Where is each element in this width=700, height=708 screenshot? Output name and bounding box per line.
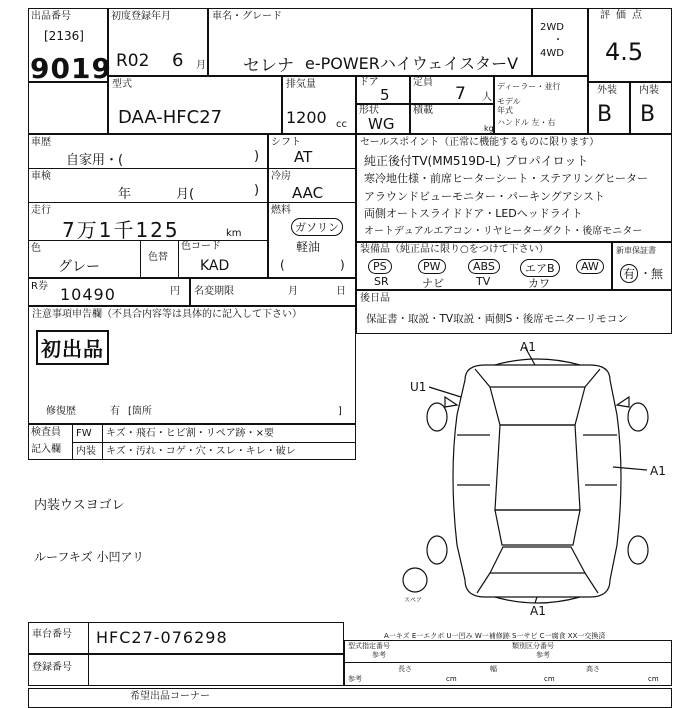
grade-name: e-POWERハイウェイスターV (305, 54, 519, 73)
warranty-yes: 有 (620, 264, 638, 283)
repair-close: ] (338, 406, 342, 417)
first-registration-year: R02 (116, 51, 150, 71)
doors-value: 5 (380, 86, 390, 104)
equip-aw: AW (576, 259, 604, 274)
damage-mark-bottom: A1 (530, 604, 546, 618)
usage-value: 自家用・( (66, 153, 124, 168)
inspection-close: ) (254, 183, 260, 198)
drive-separator: ・ (553, 35, 563, 46)
handwritten-note: 内装ウスヨゴレ (34, 498, 125, 513)
equip-navi: ナビ (422, 277, 444, 290)
length-ref: 参考 (348, 675, 362, 683)
preferred-corner-label: 希望出品コーナー (130, 691, 210, 702)
deadline-label: 名変期限 (194, 286, 234, 297)
divider (88, 622, 89, 654)
model-type-value: DAA-HFC27 (118, 107, 223, 128)
chassis-number: HFC27-076298 (96, 628, 228, 647)
recycle-label: R券 (31, 281, 48, 292)
divider (88, 654, 89, 686)
model-designation-ref: 参考 (372, 651, 386, 659)
handwritten-note: ルーフキズ 小凹アリ (34, 550, 145, 564)
selling-point-line: 寒冷地仕様・前席ヒーターシート・ステアリングヒーター (364, 172, 649, 185)
evaluation-score: 4.5 (605, 38, 644, 66)
shape-label: 形状 (359, 105, 379, 116)
shift-value: AT (294, 148, 313, 166)
divider (28, 240, 268, 241)
deadline-month-unit: 月 (288, 286, 298, 297)
interior-label: 内装 (639, 85, 659, 96)
first-registration-label: 初度登録年月 (111, 11, 171, 22)
deadline-day-unit: 日 (336, 286, 346, 297)
lot-sub-number: [2136] (44, 29, 84, 43)
inspector-label-bottom: 記入欄 (31, 444, 61, 455)
warranty-separator: ・ (640, 267, 651, 280)
damage-mark-top: A1 (520, 340, 536, 354)
drive-2wd: 2WD (540, 22, 564, 33)
length-unit: cm (446, 675, 457, 683)
equip-leather: カワ (528, 277, 550, 290)
displacement-unit: cc (336, 119, 347, 130)
recycle-unit: 円 (170, 286, 180, 297)
load-label: 積載 (413, 105, 433, 116)
model-year-label: モデル年式 (497, 97, 521, 115)
load-unit: kg (484, 124, 494, 133)
mileage-unit: km (226, 228, 242, 239)
selling-point-line: 純正後付TV(MM519D-L) プロパイロット (364, 154, 589, 168)
inspection-label: 車検 (31, 171, 51, 182)
usage-close: ) (254, 149, 260, 164)
mileage-value: 7万1千125 (62, 218, 180, 242)
later-items-label: 後日品 (360, 293, 390, 304)
capacity-label: 定員 (413, 77, 433, 88)
capacity-value: 7 (455, 84, 466, 104)
length-label: 長さ (398, 665, 412, 673)
width-unit: cm (544, 675, 555, 683)
color-label: 色 (31, 243, 41, 254)
lot-number-label: 出品番号 (31, 11, 71, 22)
chassis-label: 車台番号 (32, 629, 72, 640)
doors-label: ドア (359, 77, 379, 88)
divider (268, 168, 356, 169)
model-designation-label: 型式指定番号 (348, 642, 390, 650)
height-label: 高さ (586, 665, 600, 673)
damage-legend: A一キズ E一エクボ U一凹み W一補修跡 S一サビ C一腐食 XX一交換済 (384, 632, 606, 640)
interior-inspection-label: 内装 (76, 446, 96, 457)
first-listing-stamp: 初出品 (36, 330, 109, 365)
footer-box (28, 688, 672, 708)
category-number-label: 類別区分番号 (512, 642, 554, 650)
divider (72, 442, 356, 443)
exterior-label: 外装 (597, 85, 617, 96)
exterior-grade: B (597, 102, 613, 127)
later-items-value: 保証書・取説・TV取説・両側S・後席モニターリモコン (366, 313, 628, 325)
divider (268, 202, 356, 203)
mileage-label: 走行 (31, 205, 51, 216)
divider (344, 662, 672, 663)
divider (178, 240, 179, 278)
color-code-label: 色コード (181, 241, 221, 252)
model-name: セレナ (243, 56, 294, 76)
category-number-ref: 参考 (536, 651, 550, 659)
lot-number: 9019 (30, 52, 112, 85)
month-unit: 月 (196, 60, 206, 71)
fuel-gasoline: ガソリン (291, 218, 343, 236)
capacity-unit: 人 (482, 92, 492, 103)
equip-ps: PS (368, 259, 392, 274)
selling-points-label: セールスポイント（正常に機能するものに限ります） (360, 137, 600, 148)
repair-history-label: 修復歴 (46, 406, 76, 417)
recycle-value: 10490 (60, 285, 116, 304)
interior-grade: B (640, 102, 656, 127)
repair-history-value: 有 (110, 406, 120, 417)
height-unit: cm (648, 675, 659, 683)
equip-pw: PW (418, 259, 446, 274)
interior-items: キズ・汚れ・コゲ・穴・スレ・キレ・破レ (106, 446, 296, 457)
spec-box (344, 640, 672, 686)
displacement-label: 排気量 (286, 79, 316, 90)
repair-place: [箇所 (128, 406, 152, 417)
fuel-diesel: 軽油 (296, 240, 321, 254)
warranty-no: 無 (651, 267, 664, 281)
equip-sr: SR (374, 275, 389, 288)
inspection-year-unit: 年 (118, 187, 132, 202)
equip-tv: TV (476, 275, 491, 288)
inspection-month-unit: 月( (176, 187, 195, 202)
notes-label: 注意事項申告欄（不具合内容等は具体的に記入して下さい） (32, 309, 302, 320)
fw-label: FW (76, 428, 92, 439)
spare-tire-label: スペア (404, 597, 423, 604)
divider (28, 202, 268, 203)
fuel-paren-close: ) (340, 258, 345, 272)
model-grade-label: 車名・グレード (212, 11, 282, 22)
evaluation-label: 評価点 (600, 10, 648, 21)
selling-point-line: 両側オートスライドドア・LEDヘッドライト (364, 207, 583, 220)
row2-left-box (28, 82, 108, 134)
drive-4wd: 4WD (540, 48, 564, 59)
ac-value: AAC (292, 184, 324, 202)
divider (102, 424, 103, 460)
registration-box (28, 654, 344, 686)
shift-label: シフト (271, 137, 301, 148)
fuel-paren-open: ( (280, 258, 285, 272)
selling-point-line: オートデュアルエアコン・リヤヒーターダクト・後席モニター (364, 226, 643, 237)
width-label: 幅 (490, 665, 497, 673)
damage-mark-left: U1 (410, 380, 427, 394)
inspector-label-top: 検査員 (31, 427, 61, 438)
ac-label: 冷房 (271, 171, 291, 182)
damage-mark-right: A1 (650, 464, 666, 478)
dealer-label: ディーラー・並行 (497, 82, 561, 91)
notes-box (28, 306, 356, 424)
divider (140, 240, 141, 278)
usage-label: 車歴 (31, 137, 51, 148)
handle-label: ハンドル 左・右 (497, 118, 556, 127)
selling-point-line: アラウンドビューモニター・パーキングアシスト (364, 190, 605, 203)
fuel-label: 燃料 (271, 205, 291, 216)
fw-items: キズ・飛石・ヒビ割・リペア跡・×要 (106, 428, 274, 439)
vehicle-damage-diagram (395, 335, 680, 620)
divider (28, 168, 268, 169)
color-value: グレー (58, 259, 100, 275)
shape-value: WG (368, 115, 395, 133)
warranty-label: 新車保証書 (616, 246, 656, 255)
color-change-label: 色替 (148, 252, 168, 263)
displacement-value: 1200 (286, 108, 327, 127)
equip-airbag: エアB (520, 259, 560, 277)
registration-label: 登録番号 (32, 662, 72, 673)
equip-abs: ABS (468, 259, 500, 274)
equipment-label: 装備品（純正品に限り○をつけて下さい） (360, 244, 549, 255)
color-code-value: KAD (200, 258, 230, 274)
model-type-label: 型式 (112, 79, 132, 90)
first-registration-month: 6 (172, 50, 184, 71)
